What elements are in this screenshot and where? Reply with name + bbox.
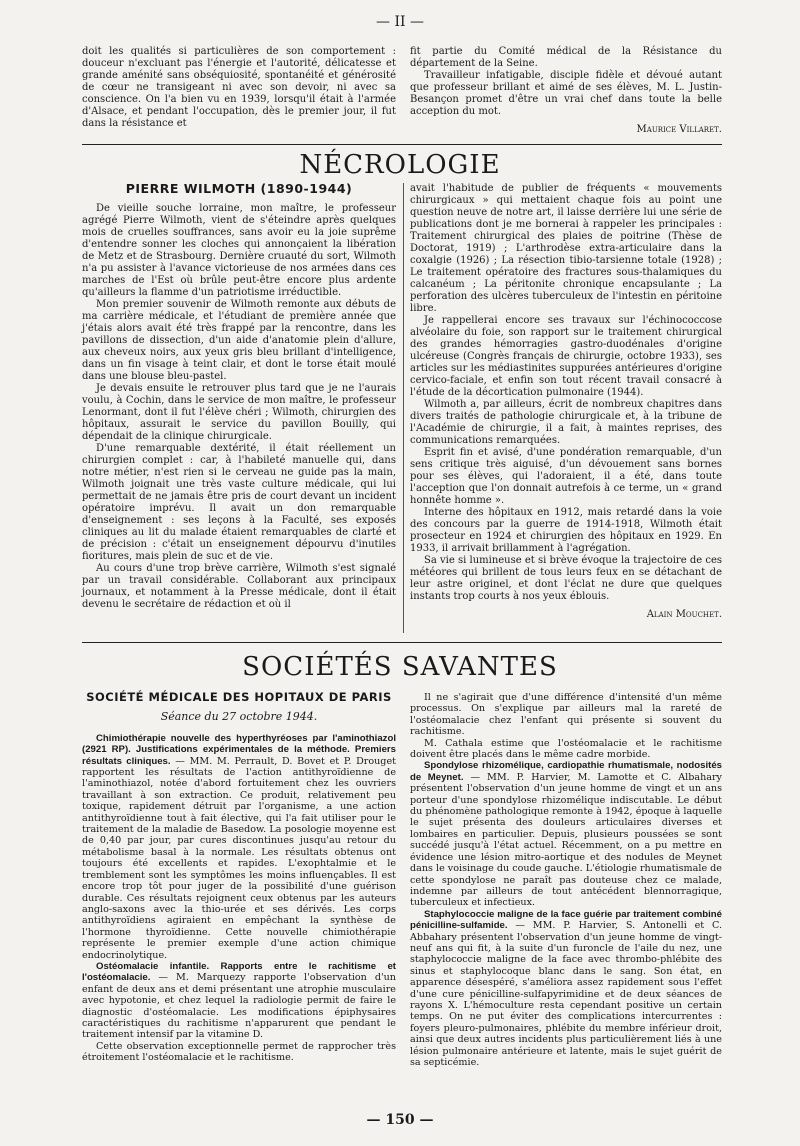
- communication-body: — MM. P. Harvier, S. Antonelli et C. Abbahary présentent l'observation d'un jeune homme de vingt-neuf ans qui fit, à la suite d'un furoncle de l'aile du nez, une staphylococcie maligne de la face avec thrombo-phlébite des sinus et staphylocoque blanc dans le sang. Son état, en apparence désespéré, s'améliora assez rapidement sous l'effet d'une cure pénicilline-sulfapyrimidine et de deux séances de rayons X. L'hémoculture resta cependant positive un certain temps. On ne put éviter des complications intercurrentes : foyers pleuro-pulmonaires, phlébite du membre inférieur droit, ainsi que deux autres incidents plus particulièrement liés à une lésion pulmonaire antérieure et latente, mais le sujet guérit de sa septicémie.: [410, 920, 722, 1068]
- article-title-societe-medicale: SOCIÉTÉ MÉDICALE DES HOPITAUX DE PARIS: [86, 690, 392, 704]
- paragraph: Interne des hôpitaux en 1912, mais retardé dans la voie des concours par la guerre de 1914-1918, Wilmoth était prosecteur en 1924 et chirurgien des hôpitaux en 1929. En 1933, il arrivait brillamment à l'agrégation.: [410, 507, 722, 554]
- necrologie-right-column: [410, 183, 722, 621]
- paragraph: Esprit fin et avisé, d'une pondération remarquable, d'un sens critique très aiguisé, d'un dévouement sans bornes pour ses élèves, qui l'adoraient, il a été, dans toute l'acception que l'on donnait autrefois à ce terme, un « grand honnête homme ».: [410, 447, 722, 506]
- societes-right-column: [410, 692, 722, 1068]
- communication-title: Staphylococcie maligne de la face guérie par traitement combiné pénicilline-sulfamide.: [410, 908, 722, 932]
- paragraph: Cette observation exceptionnelle permet de rapprocher très étroitement l'ostéomalacie et le rachitisme.: [82, 1040, 396, 1064]
- communication-body: — MM. M. Perrault, D. Bovet et P. Drouget rapportent les résultats de l'action antithyroïdienne de l'aminothiazol, notée d'abord fortuitement chez les ouvriers travaillant à son extraction. Ce produit, relativement peu toxique, rapidement détruit par l'organisme, a une action antithyroïdienne tout à fait élective, qui l'a fait utiliser pour le traitement de la maladie de Basedow. La posologie moyenne est de 0,40 par jour, par cures discontinues jusqu'au retour du métabolisme basal à la normale. Les résultats obtenus ont toujours été excellents et rapides. L'exophtalmie et le tremblement sont les symptômes les moins influençables. Il est encore trop tôt pour juger de la possibilité d'une guérison durable. Ces résultats rejoignent ceux obtenus par les auteurs anglo-saxons avec la thio-urée et ses dérivés. Les corps antithyroïdiens agiraient en empêchant la synthèse de l'hormone thyroïdienne. Cette nouvelle chimiothérapie représente le premier exemple d'une action chimique endocrinolytique.: [82, 755, 396, 961]
- paragraph: Sa vie si lumineuse et si brève évoque la trajectoire de ces météores qui brillent de tous leurs feux en se détachant de leur astre originel, et dont l'éclat ne dure que quelques instants trop courts à nos yeux éblouis.: [410, 555, 722, 602]
- paragraph: avait l'habitude de publier de fréquents « mouvements chirurgicaux » qui mettaient chaque fois au point une question neuve de notre art, il laisse derrière lui une série de publications dont je me bornerai à rappeler les principales : Traitement chirurgical des plaies de poitrine (Thèse de Doctorat, 1919) ; L'arthrodèse extra-articulaire dans la coxalgie (1926) ; La résection tibio-tarsienne totale (1928) ; Le traitement opératoire des fractures sous-thalamiques du calcanéum ; La péritonite chronique encapsulante ; La perforation des ulcères tuberculeux de l'intestin en péritoine libre.: [410, 183, 722, 314]
- paragraph: De vieille souche lorraine, mon maître, le professeur agrégé Pierre Wilmoth, vient de s'éteindre après quelques mois de cruelles souffrances, sans avoir eu la joie suprême d'entendre sonner les cloches qui annonçaient la libération de Metz et de Strasbourg. Dernière cruauté du sort, Wilmoth n'a pu assister à l'avance victorieuse de nos armées dans ces marches de l'Est où brûle peut-être encore plus ardente qu'ailleurs la flamme d'un patriotisme irréductible.: [82, 203, 396, 298]
- paragraph: Mon premier souvenir de Wilmoth remonte aux débuts de ma carrière médicale, et l'étudiant de première année que j'étais alors avait été très frappé par la rencontre, dans les pavillons de dissection, d'un aide d'anatomie plein d'allure, aux cheveux noirs, aux yeux gris bleu brillant d'intelligence, dans un fin visage à teint clair, et dont le torse était moulé dans une blouse bleu-pastel.: [82, 299, 396, 382]
- section-title-societes: SOCIÉTÉS SAVANTES: [242, 652, 558, 682]
- paragraph: Je rappellerai encore ses travaux sur l'échinococcose alvéolaire du foie, son rapport sur le traitement chirurgical des grandes hémorragies gastro-duodénales d'origine ulcéreuse (Congrès français de chirurgie, octobre 1933), ses articles sur les médiastinites suppurées antérieures d'origine cervico-faciale, et enfin son tout récent travail consacré à l'étude de la décortication pulmonaire (1944).: [410, 315, 722, 398]
- page-header-roman: — II —: [376, 14, 424, 30]
- paragraph: D'une remarquable dextérité, il était réellement un chirurgien complet : car, à l'habileté manuelle qui, dans notre métier, n'est rien si le cerveau ne guide pas la main, Wilmoth joignait une très vaste culture médicale, qui lui permettait de ne jamais être pris de court devant un incident opératoire imprévu. Il avait un don remarquable d'enseignement : ses leçons à la Faculté, ses exposés cliniques au lit du malade étaient remarquables de clarté et de précision : c'était un enseignement dépourvu d'inutiles fioritures, mais plein de suc et de vie.: [82, 443, 396, 562]
- divider: [82, 144, 722, 145]
- paragraph: Il ne s'agirait que d'une différence d'intensité d'un même processus. On s'explique par ailleurs mal la rareté de l'ostéomalacie chez l'enfant qui présente si souvent du rachitisme.: [410, 692, 722, 738]
- section-title-necrologie: NÉCROLOGIE: [299, 150, 501, 180]
- paragraph: M. Cathala estime que l'ostéomalacie et le rachitisme doivent être placés dans le même cadre morbide.: [410, 737, 722, 761]
- column-divider: [403, 183, 404, 633]
- societes-left-column: [82, 692, 396, 1064]
- paragraph: Travailleur infatigable, disciple fidèle et dévoué autant que professeur brillant et aimé de ses élèves, M. L. Justin-Besançon promet d'être un vrai chef dans toute la belle acception du mot.: [410, 70, 722, 117]
- divider: [82, 642, 722, 643]
- top-right-column: [410, 46, 722, 136]
- session-date: Séance du 27 octobre 1944.: [160, 710, 318, 724]
- communication-title: Chimiothérapie nouvelle des hyperthyréoses par l'aminothiazol (2921 RP). Justifications expérimentales de la méthode. Premiers résultats cliniques.: [82, 732, 396, 767]
- communication-title: Ostéomalacie infantile. Rapports entre le rachitisme et l'ostéomalacie.: [82, 960, 396, 984]
- communication-title: Spondylose rhizomélique, cardiopathie rhumatismale, nodosités de Meynet.: [410, 760, 722, 783]
- page-number: — 150 —: [366, 1112, 434, 1128]
- continuation-text: doit les qualités si particulières de son comportement : douceur n'excluant pas l'énergie et l'autorité, délicatesse et grande aménité sans obséquiosité, spontanéité et générosité de cœur ne transigeant ni avec son devoir, ni avec sa conscience. On l'a bien vu en 1939, lorsqu'il était à l'armée d'Alsace, et pendant l'occupation, dès le premier jour, il fut dans la résistance et: [82, 46, 396, 129]
- communication-body: — MM. P. Harvier, M. Lamotte et C. Albahary présentent l'observation d'un jeune homme de vingt et un ans porteur d'une spondylose rhizomélique indiscutable. Le début du phénomène pathologique remonte à 1942, époque à laquelle le sujet présenta des douleurs articulaires diverses et lombaires en particulier. Depuis, plusieurs poussées se sont succédé jusqu'à l'état actuel. Récemment, on a pu mettre en évidence une lésion mitro-aortique et des nodules de Meynet dans le voisinage du coude gauche. L'étiologie rhumatismale de cette spondylose ne paraît pas douteuse chez ce malade, indemne par ailleurs de tout antécédent blennorragique, tuberculeux et infectieux.: [410, 771, 722, 909]
- necrologie-left-column: [82, 183, 396, 611]
- paragraph: Wilmoth a, par ailleurs, écrit de nombreux chapitres dans divers traités de pathologie chirurgicale et, à la tribune de l'Académie de chirurgie, il a fait, à maintes reprises, des communications remarquées.: [410, 399, 722, 446]
- article-title-wilmoth: PIERRE WILMOTH (1890-1944): [125, 181, 353, 196]
- paragraph: Au cours d'une trop brève carrière, Wilmoth s'est signalé par un travail considérable. Collaborant aux principaux journaux, et notamment à la Presse médicale, dont il était devenu le secrétaire de rédaction et où il: [82, 563, 396, 610]
- communication-body: — M. Marquezy rapporte l'observation d'un enfant de deux ans et demi présentant une atrophie musculaire avec hypotonie, et chez lequel la radiologie permit de faire le diagnostic d'ostéomalacie. Les modifications épiphysaires caractéristiques du rachitisme n'apparurent que pendant le traitement intensif par la vitamine D.: [82, 972, 396, 1041]
- paragraph: Je devais ensuite le retrouver plus tard que je ne l'aurais voulu, à Cochin, dans le service de mon maître, le professeur Lenormant, dont il fut l'élève chéri ; Wilmoth, chirurgien des hôpitaux, assurait le service du pavillon Bouilly, qui dépendait de la clinique chirurgicale.: [82, 383, 396, 442]
- top-left-column: [82, 46, 396, 130]
- continuation-text-right: fit partie du Comité médical de la Résistance du département de la Seine.: [410, 46, 722, 69]
- signature: Alain Mouchet.: [646, 609, 722, 620]
- signature: Maurice Villaret.: [636, 124, 722, 135]
